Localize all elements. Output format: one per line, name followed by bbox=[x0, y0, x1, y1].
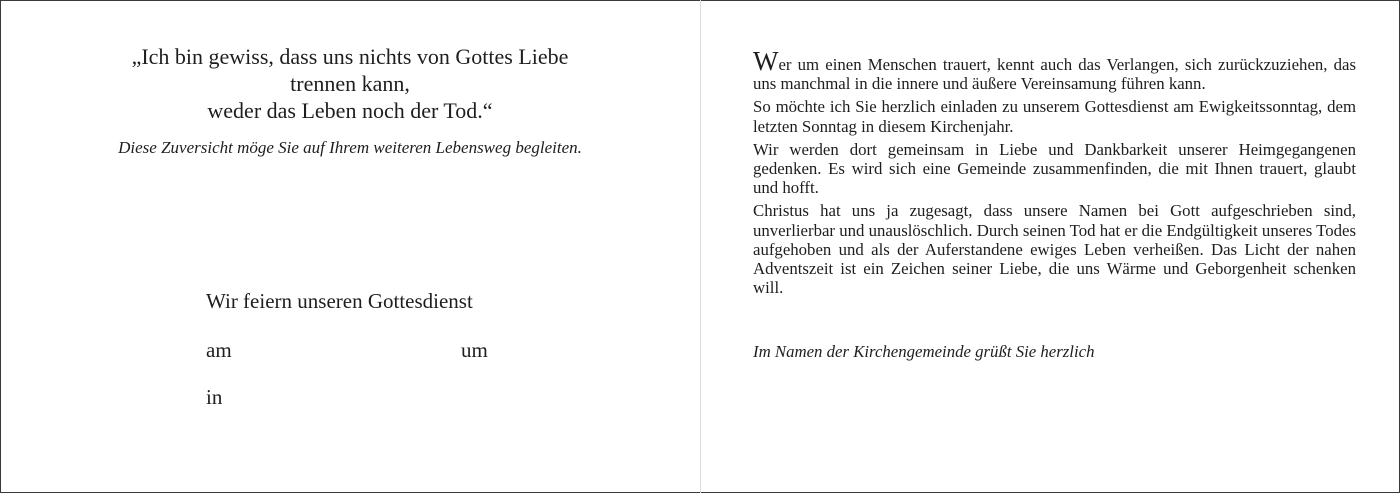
closing-greeting: Im Namen der Kirchengemeinde grüßt Sie herzlich bbox=[753, 342, 1095, 361]
paragraph-4: Christus hat uns ja zugesagt, dass unsere Namen bei Gott aufgeschrieben sind, unverlierbar und unauslöschlich. Durch seinen Tod hat er die Endgültigkeit unseres Todes aufgehoben und als der Auferstandene ewiges Leben verheißen. Das Licht der nahen Adventszeit ist ein Zeichen seiner Liebe, die uns Wärme und Geborgenheit schenken will. bbox=[753, 201, 1356, 298]
paragraph-1-text: er um einen Menschen trauert, kennt auch das Verlangen, sich zurückzuziehen, das uns manchmal in die innere und äußere Vereinsamung führen kann. bbox=[753, 55, 1356, 94]
paragraph-3: Wir werden dort gemeinsam in Liebe und Dankbarkeit unserer Heimgegangenen gedenken. Es wird sich eine Gemeinde zusammenfinden, die mit Ihnen trauert, glaubt und hofft. bbox=[753, 139, 1356, 198]
bible-quote-line-3: weder das Leben noch der Tod.“ bbox=[207, 98, 493, 123]
paragraph-1 bbox=[753, 46, 1356, 94]
bible-quote-line-1: „Ich bin gewiss, dass uns nichts von Gottes Liebe bbox=[131, 44, 569, 69]
right-page-text bbox=[753, 46, 1356, 301]
time-label: um bbox=[461, 338, 488, 362]
paragraph-2: So möchte ich Sie herzlich einladen zu unserem Gottesdienst am Ewigkeitssonntag, dem letzten Sonntag in diesem Kirchenjahr. bbox=[753, 97, 1356, 136]
confidence-line: Diese Zuversicht möge Sie auf Ihrem weiteren Lebensweg begleiten. bbox=[118, 138, 582, 157]
date-label: am bbox=[206, 338, 232, 362]
location-label: in bbox=[206, 385, 223, 409]
service-title: Wir feiern unseren Gottesdienst bbox=[206, 289, 473, 313]
center-fold bbox=[700, 0, 701, 493]
bible-quote-line-2: trennen kann, bbox=[290, 71, 410, 96]
drop-cap: W bbox=[753, 46, 779, 76]
